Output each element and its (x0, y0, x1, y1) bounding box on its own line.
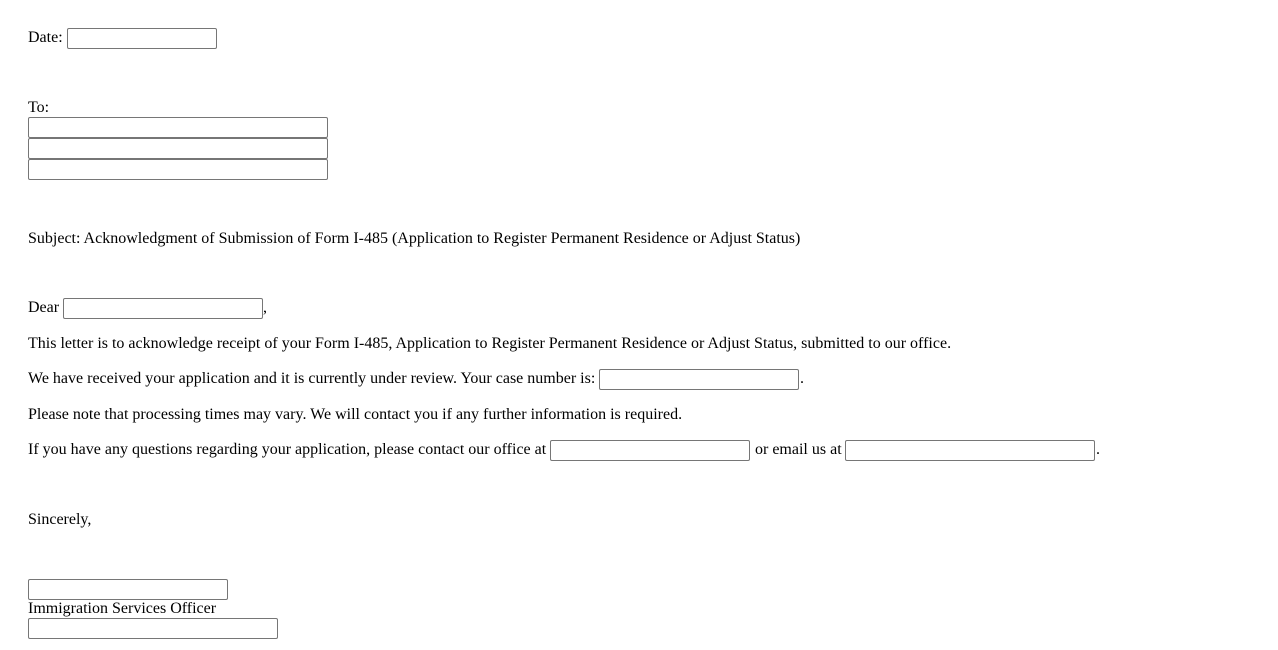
recipient-name-input[interactable] (63, 298, 263, 319)
recipient-address-line-3-input[interactable] (28, 159, 328, 180)
acknowledgment-paragraph: This letter is to acknowledge receipt of your Form I-485, Application to Register Permanent Residence or Adjust Status, submitted to our office. (28, 335, 952, 352)
case-number-period: . (800, 370, 804, 387)
to-label: To: (28, 99, 50, 116)
signature-name-input[interactable] (28, 579, 228, 600)
processing-note-paragraph: Please note that processing times may vary. We will contact you if any further information is required. (28, 406, 683, 423)
date-label: Date: (28, 29, 63, 46)
email-text: or email us at (755, 441, 842, 458)
recipient-address-line-1-input[interactable] (28, 117, 328, 138)
contact-period: . (1096, 441, 1100, 458)
closing-text: Sincerely, (28, 511, 92, 528)
officer-name-input[interactable] (28, 618, 278, 639)
salutation-comma: , (263, 299, 267, 316)
recipient-address-line-2-input[interactable] (28, 138, 328, 159)
date-input[interactable] (67, 28, 217, 49)
case-number-input[interactable] (599, 369, 799, 390)
subject-line: Subject: Acknowledgment of Submission of Form I-485 (Application to Register Permanent Residence or Adjust Status) (28, 230, 801, 247)
salutation-label: Dear (28, 299, 60, 316)
officer-title: Immigration Services Officer (28, 600, 217, 617)
contact-text: If you have any questions regarding your application, please contact our office at (28, 441, 547, 458)
office-phone-input[interactable] (550, 440, 750, 461)
case-number-text: We have received your application and it is currently under review. Your case number is: (28, 370, 596, 387)
office-email-input[interactable] (845, 440, 1095, 461)
